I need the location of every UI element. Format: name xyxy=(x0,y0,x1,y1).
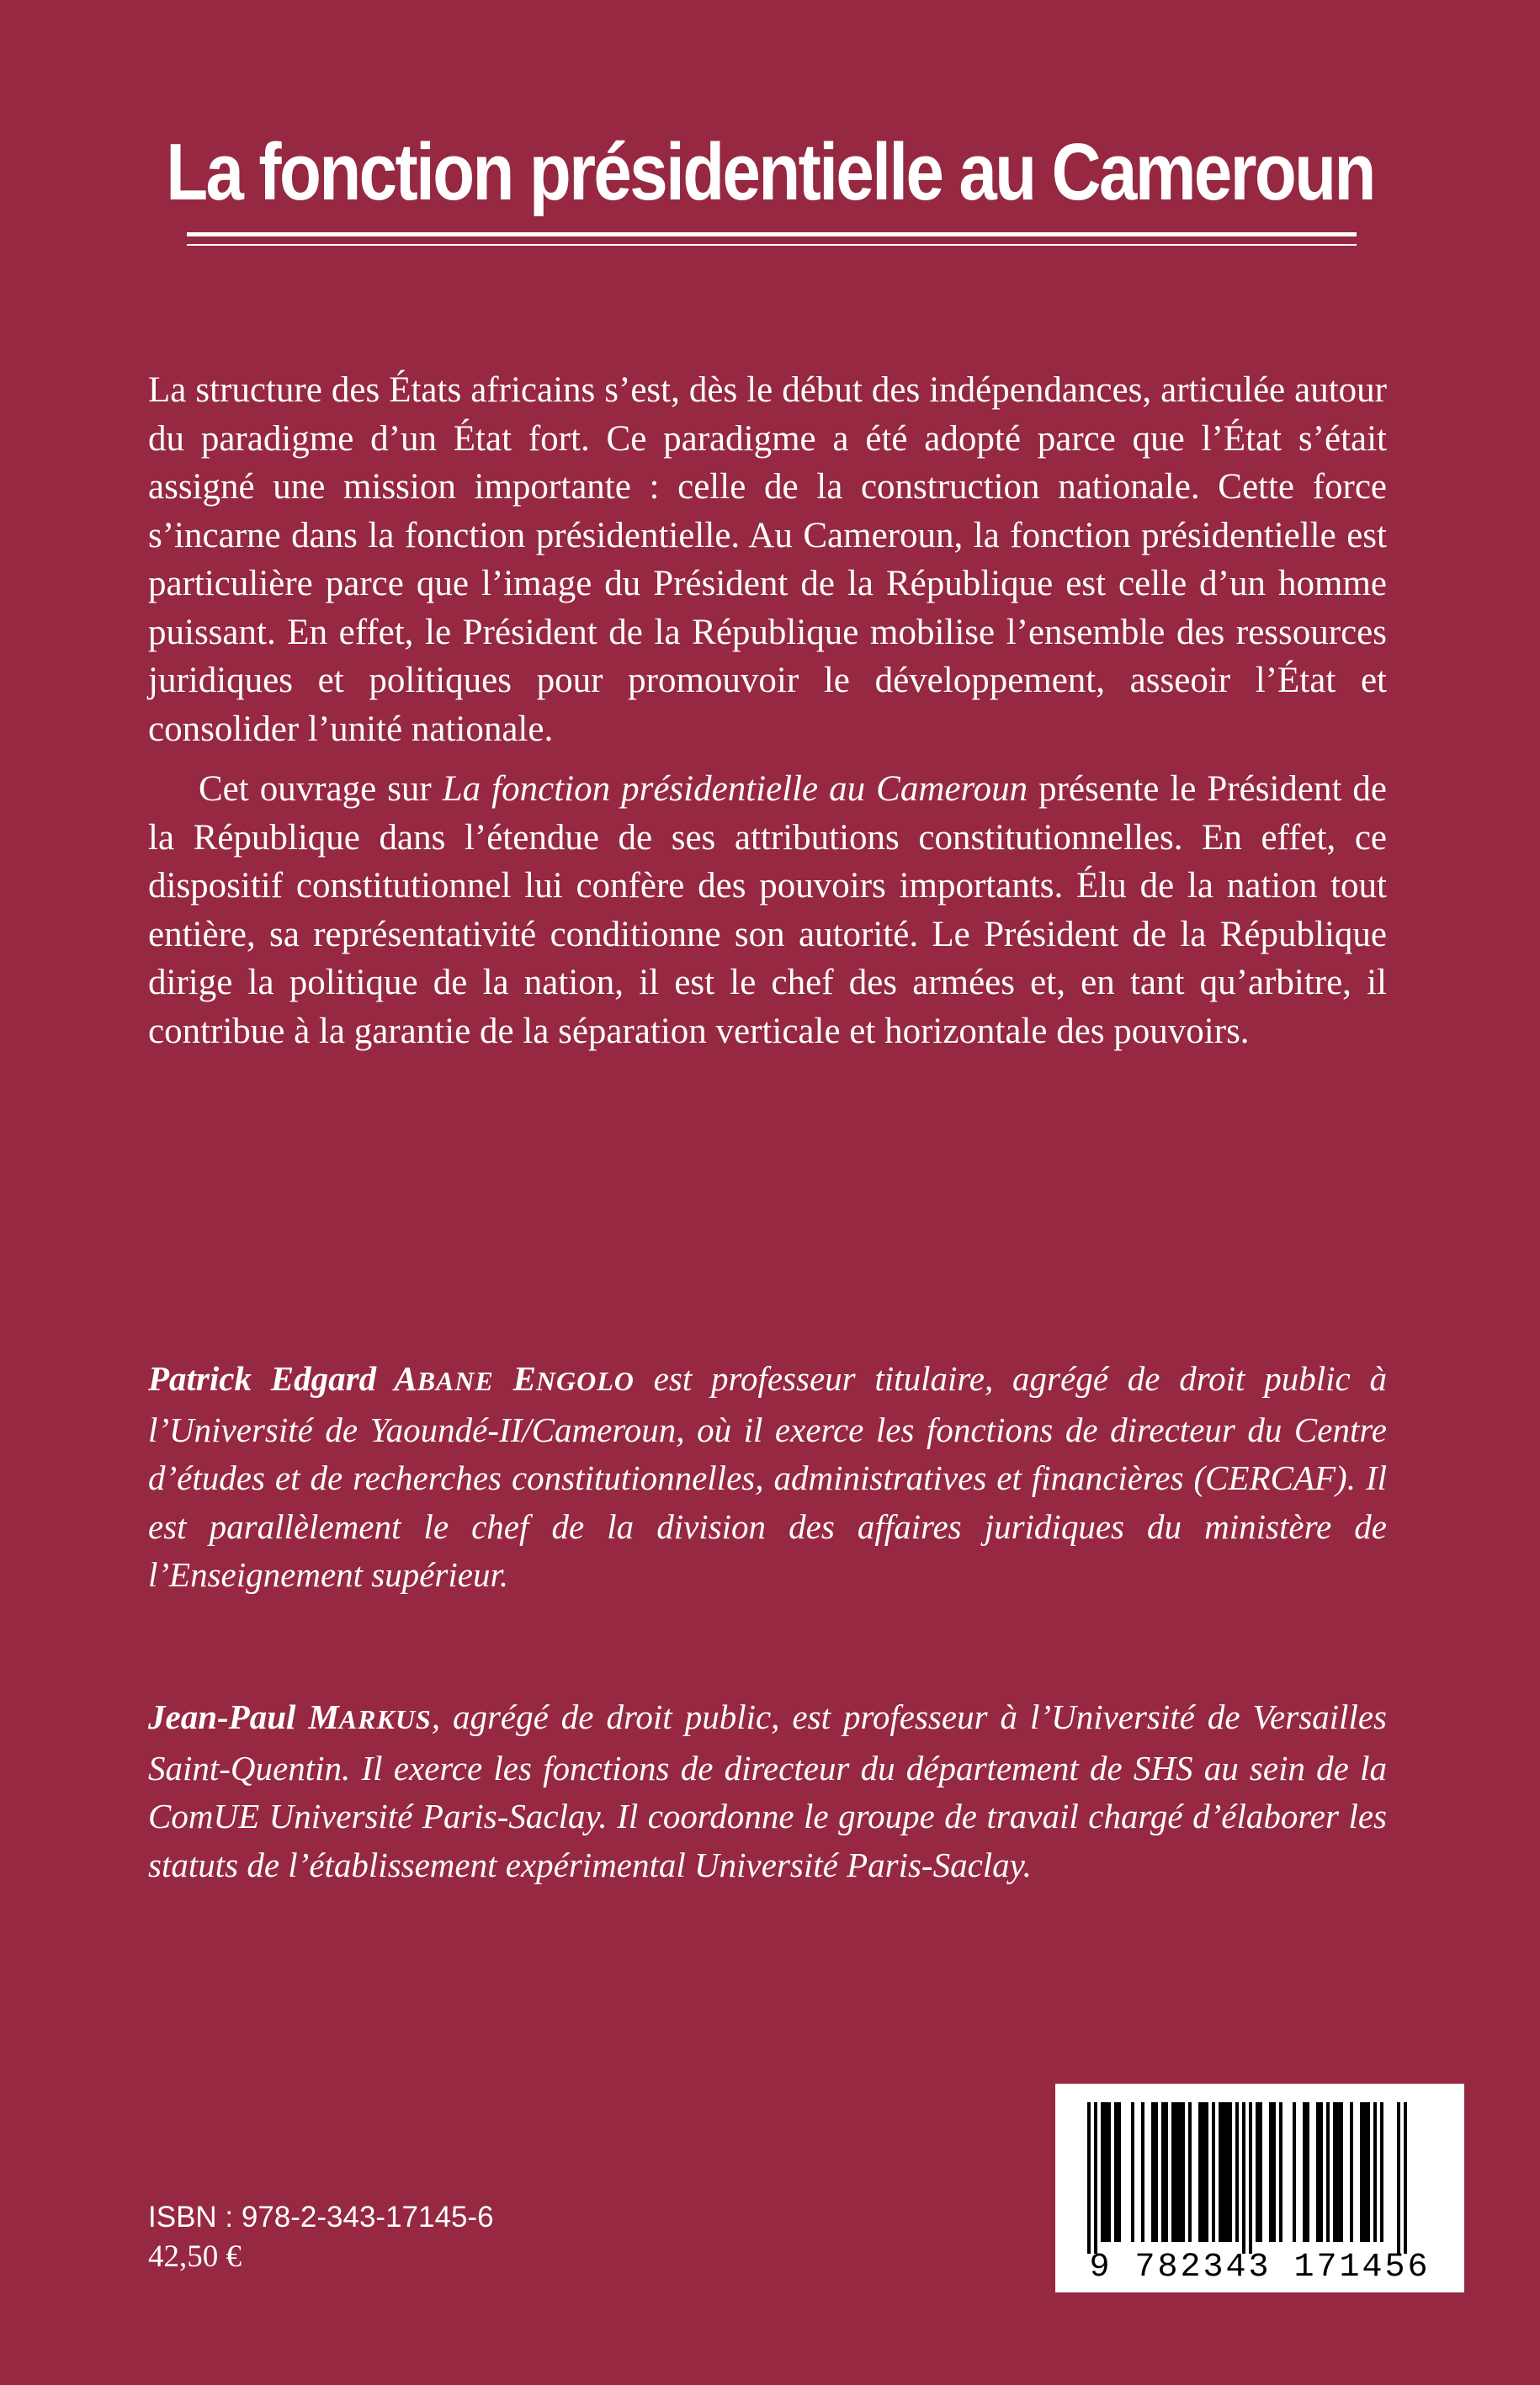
barcode-bar xyxy=(1118,2102,1121,2242)
barcode-bar xyxy=(1114,2102,1118,2242)
barcode-bar xyxy=(1333,2102,1336,2242)
barcode-graphic xyxy=(1055,2084,1464,2292)
barcode-bar xyxy=(1141,2102,1144,2242)
barcode-bars xyxy=(1087,2102,1407,2254)
summary-paragraph-2-rest: présente le Président de la République dans l’étendue de ses attributions constitutionnelles. En effet, ce dispositif constitutionnel lui confère des pouvoirs importants. Élu de la nation tout entière, sa représentativité conditionne son autorité. Le Président de la République dirige la politique de la nation, il est le chef des armées et, en tant qu’arbitre, il contribue à la garantie de la séparation verticale et horizontale des pouvoirs. xyxy=(148,769,1388,1051)
barcode-bar xyxy=(1380,2102,1383,2242)
barcode-bar xyxy=(1131,2102,1134,2242)
barcode-bar xyxy=(1272,2102,1276,2242)
barcode-bar xyxy=(1360,2102,1363,2242)
barcode-bar xyxy=(1256,2102,1259,2242)
author-1-name: Patrick Edgard ABANE ENGOLO xyxy=(148,1359,635,1398)
barcode-bar xyxy=(1171,2102,1175,2242)
barcode-bar xyxy=(1373,2102,1377,2242)
barcode-bar xyxy=(1222,2102,1225,2242)
barcode-bar xyxy=(1205,2102,1208,2242)
barcode-bar xyxy=(1259,2102,1262,2242)
barcode-bar xyxy=(1212,2102,1215,2242)
price: 42,50 € xyxy=(148,2239,242,2274)
barcode xyxy=(1055,2084,1464,2292)
barcode-bar xyxy=(1178,2102,1182,2242)
barcode-bar xyxy=(1202,2102,1205,2242)
barcode-bar xyxy=(1229,2102,1232,2242)
barcode-bar xyxy=(1188,2102,1192,2242)
barcode-bar xyxy=(1155,2102,1158,2242)
book-title: La fonction présidentielle au Cameroun xyxy=(166,127,1374,217)
barcode-bar xyxy=(1363,2102,1367,2242)
barcode-bar xyxy=(1350,2102,1353,2242)
barcode-bar xyxy=(1101,2102,1104,2242)
isbn-number: ISBN : 978-2-343-17145-6 xyxy=(148,2201,494,2234)
barcode-bar xyxy=(1198,2102,1202,2242)
summary-paragraph-2 xyxy=(148,765,1387,1055)
barcode-bar xyxy=(1242,2102,1245,2254)
summary-paragraph-2-lead: Cet ouvrage sur xyxy=(199,769,443,809)
barcode-bar xyxy=(1320,2102,1323,2242)
barcode-bar xyxy=(1306,2102,1309,2242)
author-bio-2 xyxy=(148,1693,1387,1889)
summary-paragraph-1: La structure des États africains s’est, dès le début des indépendances, articulée autour du paradigme d’un État fort. Ce paradigme a été adopté parce que l’État s’était assigné une mission importante : celle de la construction nationale. Cette force s’incarne dans la fonction présidentielle. Au Cameroun, la fonction présidentielle est particulière parce que l’image du Président de la République est celle d’un homme puissant. En effet, le Président de la République mobilise l’ensemble des ressources juridiques et politiques pour promouvoir le développement, asseoir l’État et consolider l’unité nationale. xyxy=(148,370,1387,749)
barcode-bar xyxy=(1175,2102,1178,2242)
barcode-bar xyxy=(1151,2102,1155,2242)
barcode-bar xyxy=(1225,2102,1229,2242)
author-1-bio-text: est professeur titulaire, agrégé de droit public à l’Université de Yaoundé-II/Cameroun, où il exerce les fonctions de directeur du Centre d’études et de recherches constitutionnelles, administratives et financières (CERCAF). Il est parallèlement le chef de la division des affaires juridiques du ministère de l’Enseignement supérieur. xyxy=(148,1359,1388,1594)
barcode-bar xyxy=(1249,2102,1252,2254)
barcode-bar xyxy=(1316,2102,1320,2242)
author-bio-1 xyxy=(148,1355,1387,1600)
barcode-bar xyxy=(1279,2102,1282,2242)
barcode-bar xyxy=(1336,2102,1340,2242)
barcode-bar xyxy=(1182,2102,1185,2242)
title-rule-thin xyxy=(187,244,1357,246)
barcode-bar xyxy=(1104,2102,1107,2242)
title-rule-thick xyxy=(187,232,1357,236)
barcode-bar xyxy=(1326,2102,1330,2242)
barcode-bar xyxy=(1235,2102,1239,2242)
barcode-bar xyxy=(1269,2102,1272,2242)
barcode-bar xyxy=(1161,2102,1165,2242)
barcode-bar xyxy=(1094,2102,1097,2254)
barcode-bar xyxy=(1340,2102,1343,2242)
barcode-bar xyxy=(1219,2102,1222,2242)
barcode-bar xyxy=(1303,2102,1306,2242)
barcode-bar xyxy=(1087,2102,1091,2254)
summary-text xyxy=(148,366,1387,1055)
barcode-bar xyxy=(1367,2102,1370,2242)
barcode-bar xyxy=(1404,2102,1407,2254)
barcode-bar xyxy=(1397,2102,1400,2254)
author-2-bio-text: , agrégé de droit public, est professeur à l’Université de Versailles Saint-Quentin. Il exerce les fonctions de directeur du département de SHS au sein de la ComUE Université Paris-Saclay. Il coordonne le groupe de travail chargé d’élaborer les statuts de l’établissement expérimental Université Paris-Saclay. xyxy=(148,1697,1387,1884)
summary-paragraph-2-book-title: La fonction présidentielle au Cameroun xyxy=(442,769,1028,809)
barcode-digits: 9 782343 171456 xyxy=(1089,2249,1431,2287)
barcode-bar xyxy=(1107,2102,1111,2242)
author-2-name: Jean-Paul MARKUS xyxy=(148,1697,432,1736)
barcode-bar xyxy=(1165,2102,1168,2242)
barcode-bar xyxy=(1293,2102,1296,2242)
